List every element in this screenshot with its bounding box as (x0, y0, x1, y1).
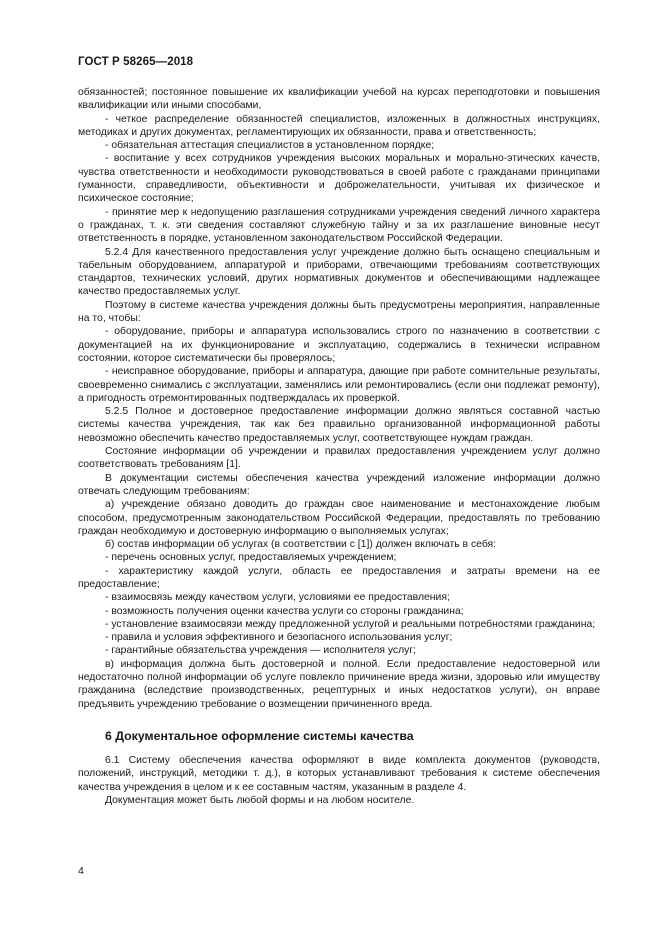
paragraph: обязанностей; постоянное повышение их квалификации учебой на курсах переподготовки и повышения квалификации или иными способами, (78, 87, 600, 112)
list-item: - характеристику каждой услуги, область ее предоставления и затраты времени на ее предоставление; (78, 565, 600, 590)
section-6-heading: 6 Документальное оформление системы качества (105, 728, 414, 743)
list-item: - воспитание у всех сотрудников учреждения высоких моральных и морально-этических качеств, чувства ответственности и необходимости руководствоваться в своей работе с гражданами принципами гуманности, справедливости, объективности и доброжелательности, учитывая их физическое и психическое состояние; (78, 153, 600, 205)
list-item-a: а) учреждение обязано доводить до граждан свое наименование и местонахождение любым способом, предусмотренным законодательством Российской Федерации, предоставлять по требованию граждан необходимую и достоверную информацию о выполняемых услугах; (78, 499, 600, 537)
list-item: - правила и условия эффективного и безопасного использования услуг; (105, 632, 453, 644)
list-item: - оборудование, приборы и аппаратура использовались строго по назначению в соответствии с документацией на их функционирование и эксплуатацию, содержались в технически исправном состоянии, которое систематически бы проверялось; (78, 326, 600, 364)
paragraph: Состояние информации об учреждении и правилах предоставления учреждением услуг должно соответствовать требованиям [1]. (78, 446, 600, 471)
list-item: - принятие мер к недопущению разглашения сотрудниками учреждения сведений личного характера о гражданах, т. к. эти сведения составляют служебную тайну и за их разглашение виновные несут ответственность в порядке, установленном законодательством Российской Федерации. (78, 206, 600, 245)
clause-5-2-5: 5.2.5 Полное и достоверное предоставление информации должно являться составной частью системы качества учреждения, так как без правильно организованной информационной работы невозможно обеспечить качество предоставляемых услуг, соответствующее нуждам граждан. (78, 406, 600, 444)
paragraph: Документация может быть любой формы и на любом носителе. (105, 794, 415, 806)
list-item-c: в) информация должна быть достоверной и полной. Если предоставление недостоверной или недостаточно полной информации об услуге повлекло причинение вреда жизни, здоровью или имуществу гражданина (вследствие производственных, рецептурных и иных недостатков услуги), он вправе предъявить учреждению требование о возмещении причиненного вреда. (78, 658, 600, 710)
list-item: - перечень основных услуг, предоставляемых учреждением; (105, 552, 397, 564)
document-body (78, 86, 600, 807)
list-item: - неисправное оборудование, приборы и аппаратура, дающие при работе сомнительные результаты, своевременно снимались с эксплуатации, заменялись или ремонтировались (если они подлежат ремонту), а пригодность отремонтированных подтверждалась их проверкой. (78, 366, 600, 404)
clause-5-2-4: 5.2.4 Для качественного предоставления услуг учреждение должно быть оснащено специальным и табельным оборудованием, аппаратурой и приборами, отвечающими требованиям соответствующих стандартов, технических условий, других нормативных документов и обеспечивающими надлежащее качество предоставляемых услуг. (78, 246, 600, 298)
list-item: - возможность получения оценки качества услуги со стороны гражданина; (105, 605, 464, 617)
paragraph: Поэтому в системе качества учреждения должны быть предусмотрены мероприятия, направленные на то, чтобы: (78, 299, 600, 325)
list-item: - обязательная аттестация специалистов в установленном порядке; (105, 140, 435, 152)
list-item: - гарантийные обязательства учреждения — исполнителя услуг; (105, 645, 417, 657)
list-item: - взаимосвязь между качеством услуги, условиями ее предоставления; (105, 592, 450, 604)
document-header: ГОСТ Р 58265—2018 (78, 56, 194, 68)
clause-6-1: 6.1 Систему обеспечения качества оформляют в виде комплекта документов (руководств, положений, инструкций, методики т. д.), в которых устанавливают требования к системе обеспечения качества учреждения в целом и к ее составным частям, указанным в разделе 4. (78, 754, 600, 793)
list-item: - четкое распределение обязанностей специалистов, изложенных в должностных инструкциях, методиках и других документах, регламентирующих их обязанности, права и ответственность; (78, 113, 600, 138)
paragraph: В документации системы обеспечения качества учреждений изложение информации должно отвечать следующим требованиям: (78, 472, 600, 497)
page-number: 4 (78, 865, 84, 877)
list-item-b: б) состав информации об услугах (в соответствии с [1]) должен включать в себя: (105, 539, 497, 551)
list-item: - установление взаимосвязи между предложенной услугой и реальными потребностями гражданина; (105, 618, 596, 630)
